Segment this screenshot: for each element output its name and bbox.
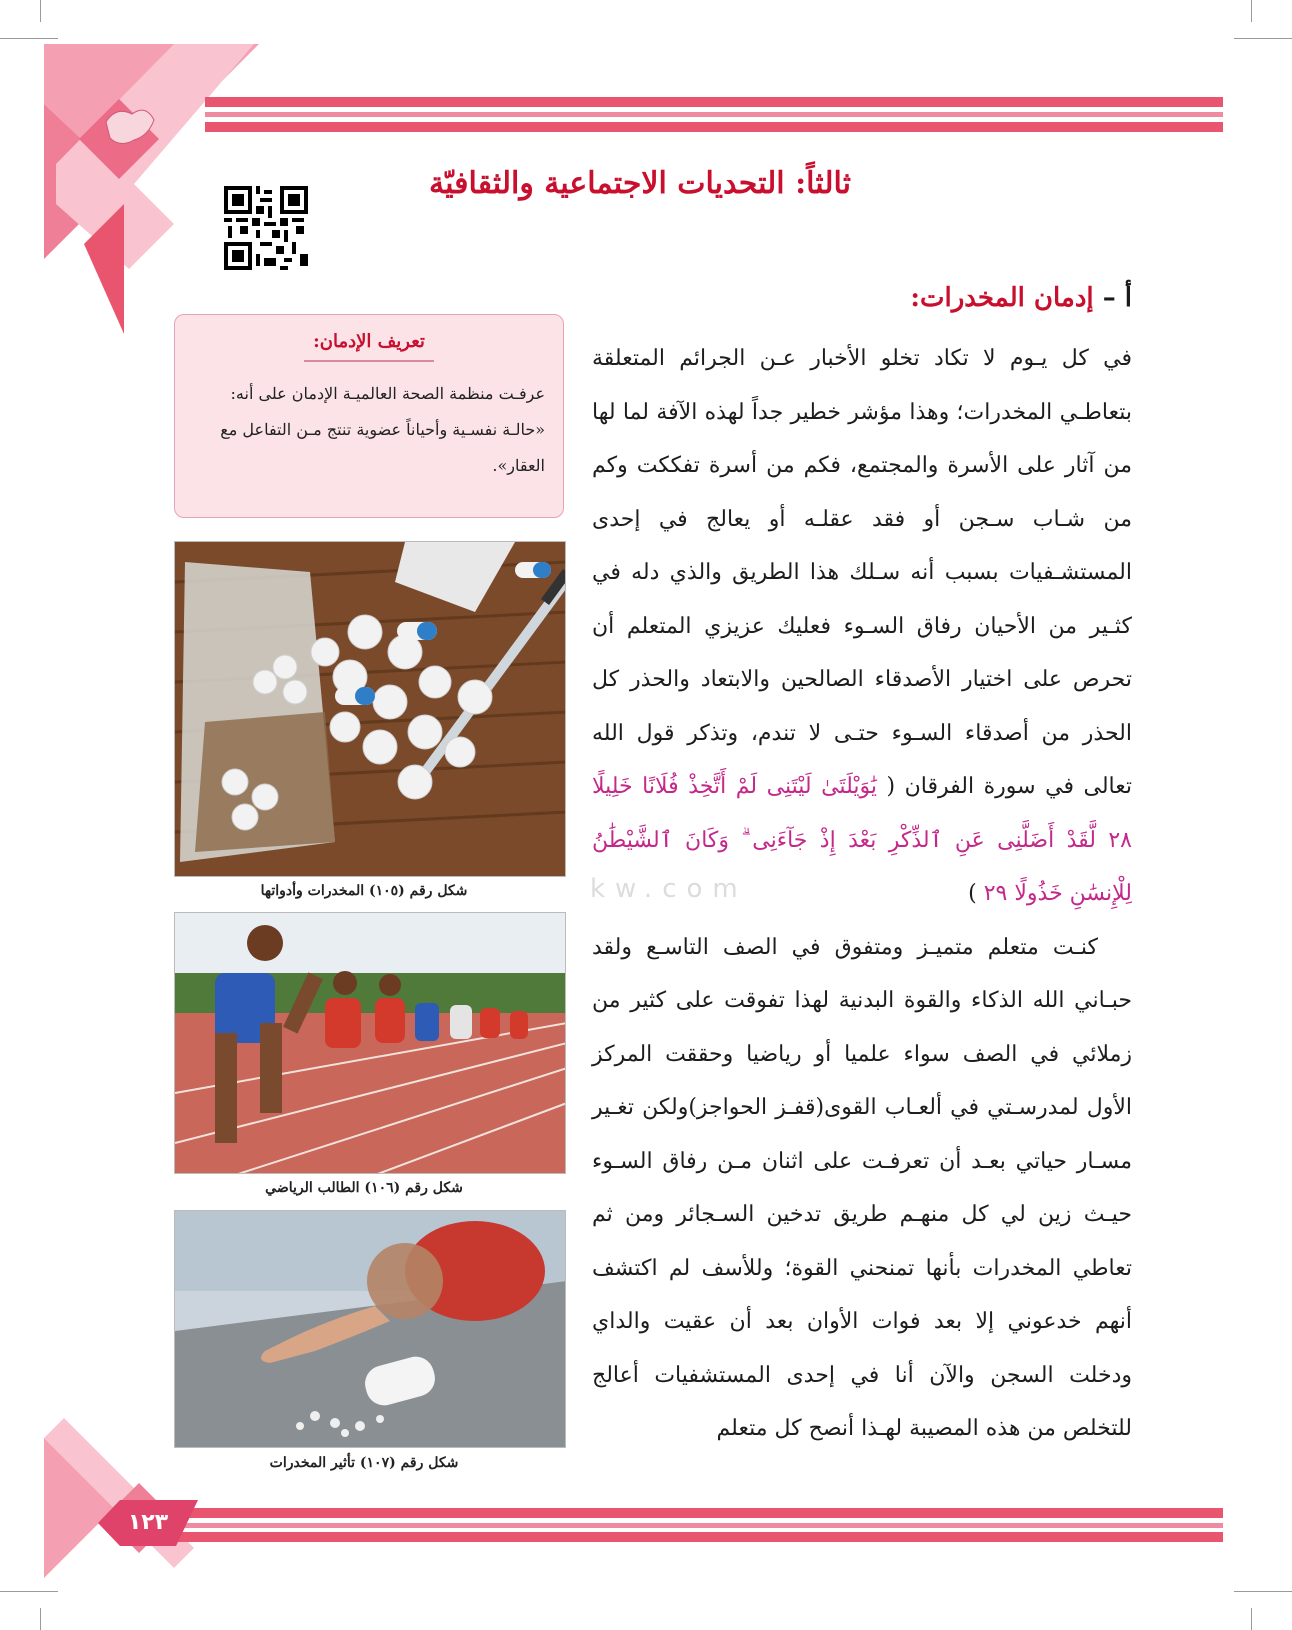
page-title: ثالثاً: التحديات الاجتماعية والثقافيّة bbox=[429, 166, 851, 201]
bottom-band bbox=[175, 1532, 1223, 1542]
quran-verse: يَٰوَيْلَتَىٰ لَيْتَنِى لَمْ أَتَّخِذْ فُلَانًا خَلِيلًا ٢٨ لَّقَدْ أَضَلَّنِى عَنِ ٱلذِّكْرِ بَعْدَ إِذْ جَآءَنِى ۗ وَكَانَ ٱلشَّيْطَٰنُ لِلْإِنسَٰنِ خَذُولًا ٢٩ bbox=[592, 774, 1132, 906]
paragraph-1-text: في كل يـوم لا تكاد تخلو الأخبار عـن الجرائم المتعلقة بتعاطـي المخدرات؛ وهذا مؤشر خطير جداً لهذه الآفة لما لها من آثار على الأسرة والمجتمع، فكم من أسرة تفككت وكم من شـاب سـجن أو فقد عقلـه أو يعالج في إحدى المستشـفيات بسبب أنه سـلك هذا الطريق والذي دله في كثـير من الأحيان رفاق السـوء فعليك عزيزي المتعلم أن تحرص على اختيار الأصدقاء الصالحين والابتعاد والحذر كل الحذر من أصدقاء السـوء حتـى لا تندم، وتذكر قول الله تعالى في سورة الفرقان ( bbox=[592, 346, 1132, 799]
crop-mark bbox=[1251, 1608, 1252, 1630]
section-heading-text: إدمان المخدرات: bbox=[910, 283, 1094, 313]
top-band bbox=[205, 122, 1223, 132]
bottom-band bbox=[175, 1508, 1223, 1518]
crop-mark bbox=[0, 38, 58, 39]
crop-mark bbox=[1234, 38, 1292, 39]
drugs-pills-illustration bbox=[175, 542, 566, 877]
definition-title: تعريف الإدمان: bbox=[313, 331, 425, 352]
figure-105-caption: شكل رقم (١٠٥) المخدرات وأدواتها bbox=[260, 883, 468, 899]
qr-code-icon[interactable] bbox=[224, 186, 308, 270]
crop-mark bbox=[1234, 1591, 1292, 1592]
crop-mark bbox=[40, 0, 41, 22]
definition-text: عرفـت منظمة الصحة العالميـة الإدمان على أنه: «حالـة نفسـية وأحياناً عضوية تنتج مـن التفاعل مع العقار». bbox=[220, 383, 545, 475]
definition-title-underline bbox=[304, 360, 434, 362]
figure-107-caption: شكل رقم (١٠٧) تأثير المخدرات bbox=[269, 1455, 459, 1471]
bottom-band-thin bbox=[175, 1523, 1223, 1528]
crop-mark bbox=[1251, 0, 1252, 22]
verse-close-paren: ) bbox=[968, 881, 977, 906]
watermark-text: kw.com bbox=[590, 874, 748, 904]
figure-106-caption: شكل رقم (١٠٦) الطالب الرياضي bbox=[265, 1180, 463, 1196]
top-band-thin bbox=[205, 112, 1223, 117]
figure-athlete-image bbox=[174, 912, 566, 1174]
definition-box bbox=[174, 314, 564, 518]
crop-mark bbox=[40, 1608, 41, 1630]
figure-drug-effects-image bbox=[174, 1210, 566, 1448]
drug-effects-illustration bbox=[175, 1211, 566, 1448]
top-band bbox=[205, 97, 1223, 107]
section-heading bbox=[532, 283, 1132, 313]
paragraph-intro bbox=[592, 332, 1132, 921]
section-marker: أ – bbox=[1102, 283, 1132, 313]
crop-mark bbox=[0, 1591, 58, 1592]
figure-drugs-image bbox=[174, 541, 566, 877]
page-number: ١٢٣ bbox=[127, 1510, 169, 1535]
athlete-track-illustration bbox=[175, 913, 566, 1174]
paragraph-story bbox=[592, 921, 1132, 1456]
paragraph-2-text: كنـت متعلم متميـز ومتفوق في الصف التاسـع ولقد حبـاني الله الذكاء والقوة البدنية لهذا تفوقت على كثير من زملائي في الصف سواء علميا أو رياضيا وحققت المركز الأول لمدرسـتي في ألعـاب القوى(قفـز الحواجز)ولكن تغـير مسـار حياتي بعـد أن تعرفـت على اثنان مـن رفاق السـوء حيـث زين لي كل منهـم طريق تدخين السـجائر ومن ثم تعاطي المخدرات بأنها تمنحني القوة؛ وللأسف لم اكتشف أنهم خدعوني إلا بعد فوات الأوان بعد أن عقيت والداي ودخلت السجن والآن أنا في إحدى المستشفيات أعالج للتخلص من هذه المصيبة لهـذا أنصح كل متعلم bbox=[592, 934, 1132, 1441]
